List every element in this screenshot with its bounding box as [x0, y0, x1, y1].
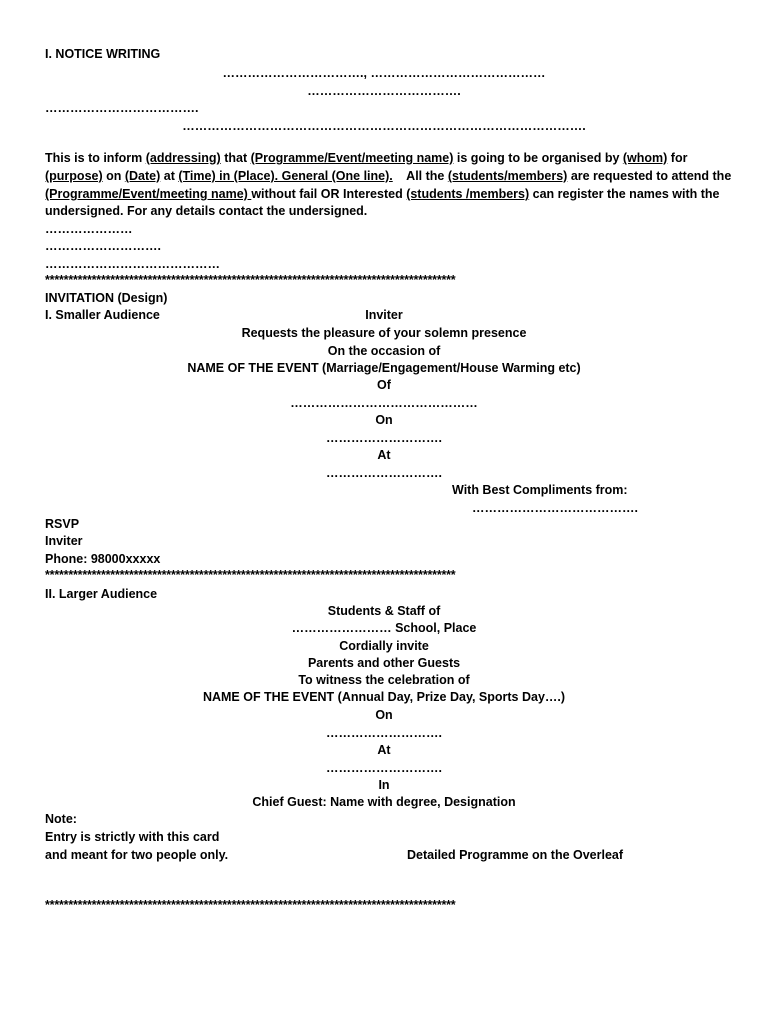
rsvp-inviter: Inviter: [45, 534, 83, 548]
text: is going to be organised by: [453, 151, 623, 165]
larger-line: Parents and other Guests: [307, 656, 461, 670]
text: can register the names with the: [529, 187, 720, 201]
placeholder: (students/members): [447, 169, 568, 183]
on-label: On: [375, 413, 393, 427]
overleaf-line: Detailed Programme on the Overleaf: [407, 848, 624, 862]
compliments-line: With Best Compliments from:: [452, 483, 628, 497]
notice-paragraph-line: undersigned. For any details contact the undersigned.: [45, 204, 368, 218]
text: This is to inform: [45, 151, 146, 165]
on-dots: ……………………….: [326, 431, 442, 445]
notice-dots-line: ……………………………., ……………………………………: [222, 66, 546, 80]
larger-line: To witness the celebration of: [298, 673, 470, 687]
at-dots: ……………………….: [326, 466, 442, 480]
invitation-heading: INVITATION (Design): [45, 291, 168, 305]
chief-guest-line: Chief Guest: Name with degree, Designation: [252, 795, 516, 809]
notice-paragraph-line: [45, 150, 687, 166]
placeholder: (Date): [124, 169, 161, 183]
star-separator: ****************************************************************************************: [45, 273, 456, 287]
phone-line: Phone: 98000xxxxx: [45, 552, 161, 566]
of-label: Of: [377, 378, 391, 392]
placeholder: (purpose): [45, 169, 103, 183]
text: at: [160, 169, 179, 183]
of-dots: ………………………………………: [290, 396, 478, 410]
inviter-label: Inviter: [365, 308, 403, 322]
occasion-line: On the occasion of: [327, 344, 441, 358]
larger-audience-heading: II. Larger Audience: [45, 587, 158, 601]
signature-dots: …………………: [45, 222, 133, 236]
text: for: [667, 151, 688, 165]
placeholder: (addressing): [145, 151, 221, 165]
text: are requested to attend the: [567, 169, 732, 183]
text: on: [102, 169, 125, 183]
larger-line: Cordially invite: [339, 639, 429, 653]
notice-dots-line: ……………………………….: [45, 101, 199, 115]
placeholder: (whom): [622, 151, 668, 165]
notice-paragraph-line: [45, 186, 719, 202]
compliments-dots: ………………………………….: [472, 501, 638, 515]
smaller-audience-heading: I. Smaller Audience: [45, 308, 160, 322]
request-line: Requests the pleasure of your solemn presence: [241, 326, 527, 340]
text: that: [220, 151, 251, 165]
larger-line: …………………… School, Place: [291, 621, 477, 635]
on-dots: ……………………….: [326, 726, 442, 740]
on-label: On: [375, 708, 393, 722]
notice-paragraph-line: [45, 168, 731, 184]
placeholder: (Programme/Event/meeting name): [45, 187, 252, 201]
notice-dots-line: …………………………………………………………………………………….: [182, 119, 586, 133]
placeholder: (Time) in (Place). General (One line).: [178, 169, 393, 183]
at-dots: ……………………….: [326, 761, 442, 775]
star-separator: ****************************************************************************************: [45, 898, 456, 912]
larger-event-name: NAME OF THE EVENT (Annual Day, Prize Day, Sports Day….): [202, 690, 566, 704]
rsvp-label: RSVP: [45, 517, 80, 531]
placeholder: (Programme/Event/meeting name): [250, 151, 454, 165]
note-label: Note:: [45, 812, 77, 826]
at-label: At: [377, 448, 391, 462]
signature-dots: ……………………….: [45, 239, 161, 253]
at-label: At: [377, 743, 391, 757]
text: All the: [392, 169, 448, 183]
notice-heading: I. NOTICE WRITING: [45, 47, 161, 61]
text: without fail OR Interested: [251, 187, 407, 201]
notice-dots-line: ……………………………….: [307, 84, 461, 98]
star-separator: ****************************************************************************************: [45, 568, 456, 582]
placeholder: (students /members): [406, 187, 530, 201]
note-line: and meant for two people only.: [45, 848, 229, 862]
larger-line: Students & Staff of: [327, 604, 441, 618]
note-line: Entry is strictly with this card: [45, 830, 220, 844]
in-label: In: [378, 778, 390, 792]
signature-dots: ……………………………………: [45, 257, 220, 271]
event-name-line: NAME OF THE EVENT (Marriage/Engagement/House Warming etc): [187, 361, 581, 375]
